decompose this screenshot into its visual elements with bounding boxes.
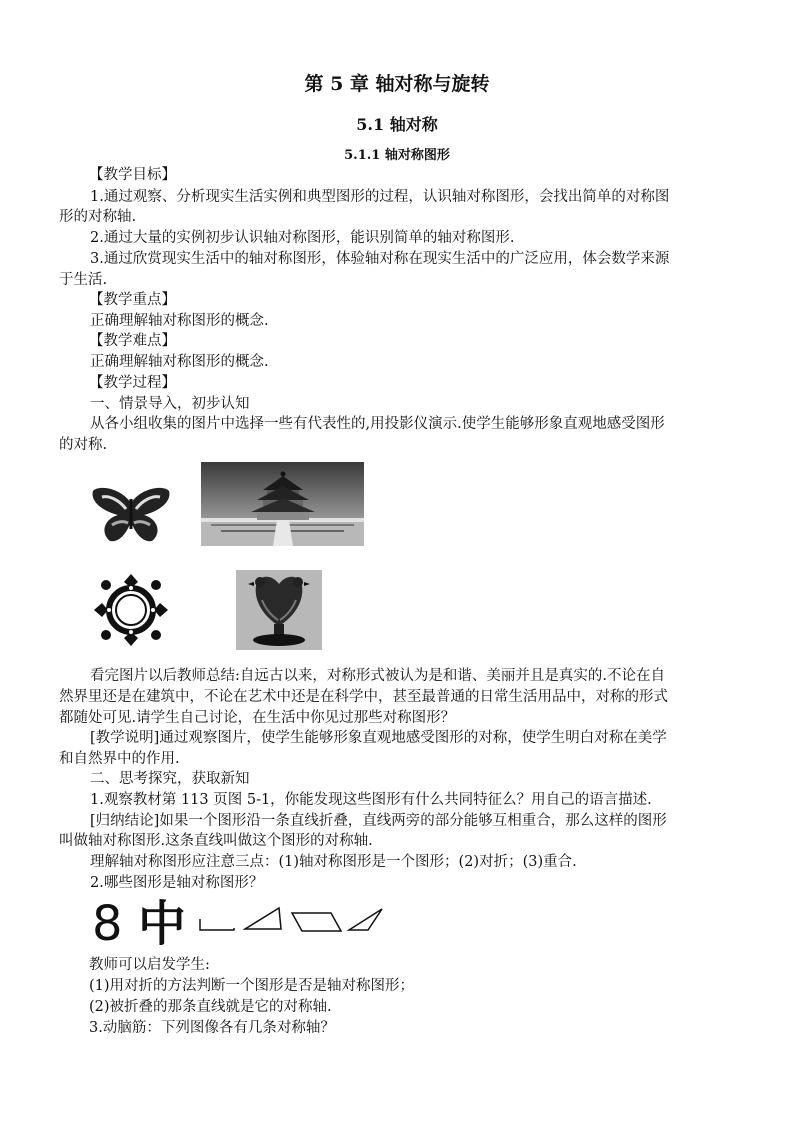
heading-process: 【教学过程】 [89, 375, 176, 391]
key-text: 正确理解轴对称图形的概念. [90, 313, 269, 329]
doves-image [236, 570, 322, 650]
part1-text: 从各小组收集的图片中选择一些有代表性的,用投影仪演示.使学生能够形象直观地感受图形 [90, 416, 665, 432]
goal-3: 3.通过欣赏现实生活中的轴对称图形，体验轴对称在现实生活中的广泛应用，体会数学来源 [90, 251, 670, 267]
segment-shape [198, 915, 238, 935]
teaching-note-cont: 和自然界中的作用. [59, 751, 180, 767]
summary-text-cont1: 然界里还是在建筑中，不论在艺术中还是在科学中，甚至最普通的日常生活用品中，对称的形式 [59, 689, 668, 705]
three-points: 理解轴对称图形应注意三点：(1)轴对称图形是一个图形；(2)对折；(3)重合. [90, 854, 577, 870]
section-title: 5.1 轴对称 [356, 115, 438, 134]
goal-2: 2.通过大量的实例初步认识轴对称图形，能识别简单的轴对称图形. [90, 230, 515, 246]
question-1: 1.观察教材第 113 页图 5-1，你能发现这些图形有什么共同特征么？用自己的语言描述. [90, 792, 652, 808]
hint-1: (1)用对折的方法判断一个图形是否是轴对称图形； [89, 978, 415, 994]
question-2: 2.哪些图形是轴对称图形？ [90, 875, 264, 891]
goal-3-cont: 于生活. [59, 272, 108, 288]
subsection-title: 5.1.1 轴对称图形 [344, 148, 450, 163]
obtuse-triangle-shape [346, 906, 386, 934]
question-3: 3.动脑筋：下列图像各有几条对称轴？ [89, 1020, 335, 1036]
heading-difficulty: 【教学难点】 [89, 333, 176, 349]
goal-1-cont: 形的对称轴. [59, 209, 137, 225]
teaching-note: [教学说明]通过观察图片，使学生能够形象直观地感受图形的对称，使学生明白对称在美学 [90, 730, 667, 746]
butterfly-image [90, 485, 172, 545]
goal-1: 1.通过观察、分析现实生活实例和典型图形的过程，认识轴对称图形，会找出简单的对称图 [90, 189, 670, 205]
parallelogram-shape [289, 910, 345, 934]
conclusion-text-cont: 叫做轴对称图形.这条直线叫做这个图形的对称轴. [59, 833, 373, 849]
chapter-title: 第 5 章 轴对称与旋转 [304, 73, 490, 95]
part1-text-cont: 的对称. [59, 437, 108, 453]
heading-key: 【教学重点】 [89, 292, 176, 308]
glyph-eight: 8 [92, 896, 123, 952]
part1-title: 一、情景导入，初步认知 [90, 396, 250, 412]
triangle-shape [243, 905, 283, 933]
heading-goals: 【教学目标】 [89, 167, 176, 183]
summary-text: 看完图片以后教师总结:自远古以来，对称形式被认为是和谐、美丽并且是真实的.不论在自 [90, 668, 665, 684]
hint-2: (2)被折叠的那条直线就是它的对称轴. [89, 999, 332, 1015]
difficulty-text: 正确理解轴对称图形的概念. [90, 354, 269, 370]
temple-image [201, 462, 364, 546]
summary-text-cont2: 都随处可见.请学生自己讨论，在生活中你见过那些对称图形？ [59, 710, 456, 726]
ornament-image [94, 574, 168, 646]
part2-title: 二、思考探究，获取新知 [90, 771, 250, 787]
glyph-zhong: 中 [138, 896, 187, 952]
hint-text: 教师可以启发学生: [89, 957, 210, 973]
conclusion-text: [归纳结论]如果一个图形沿一条直线折叠，直线两旁的部分能够互相重合，那么这样的图形 [90, 813, 667, 829]
